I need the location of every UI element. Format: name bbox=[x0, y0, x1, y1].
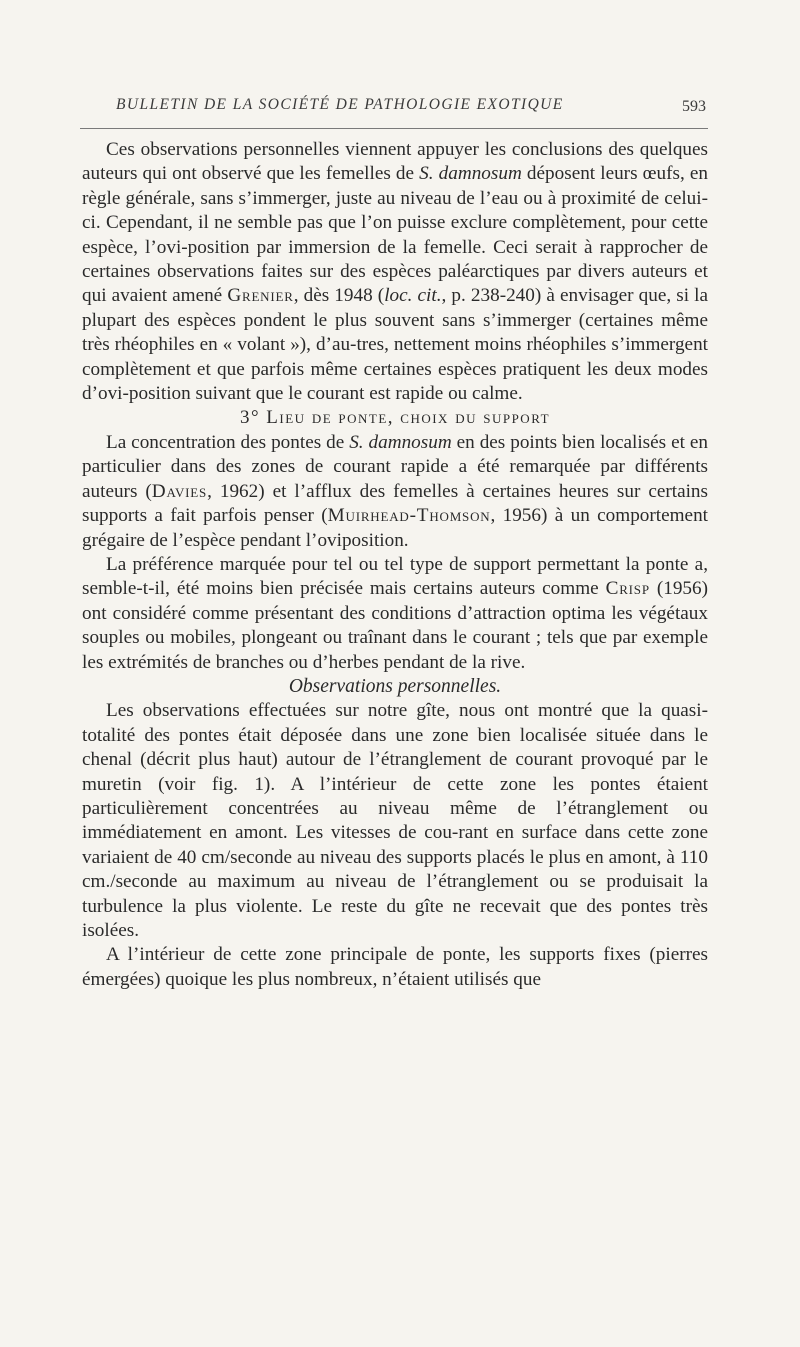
body-text bbox=[82, 138, 708, 992]
loc-cit: loc. cit. bbox=[384, 285, 442, 307]
p3-text-b: (1956) ont considéré comme présentant des conditions d’attraction optima les végétaux souples ou mobiles, plongeant ou traînant dans le courant ; tels que par exemple les extrémités de branches ou d’herbes pendant de la rive. bbox=[82, 578, 709, 673]
section-heading: 3° Lieu de ponte, choix du support bbox=[239, 407, 551, 429]
subheading: Observations personnelles. bbox=[288, 675, 502, 697]
p2-text-a: La concentration des pontes de bbox=[106, 431, 350, 453]
author-citation: Grenier bbox=[227, 285, 294, 307]
p1-text-d: , p. 238-240) à envisager que, si la plupart des espèces pondent le plus souvent sans s’immerger (certaines même très rhéophiles en « volant »), d’au-tres, nettement moins rhéophiles s’immergent complètement et que parfois même certaines espèces pratiquent les deux modes d’ovi-position suivant que le courant est rapide ou calme. bbox=[82, 285, 708, 405]
p1-text-c: , dès 1948 ( bbox=[293, 285, 385, 307]
p2-text-b: en des points bien localisés et en particulier dans des zones de courant rapide a été remarquée par différents auteurs ( bbox=[82, 431, 708, 502]
species-name: S. damnosum bbox=[349, 431, 452, 453]
paragraph-1 bbox=[82, 138, 708, 406]
species-name: S. damnosum bbox=[419, 163, 522, 185]
author-citation: Crisp bbox=[605, 578, 650, 600]
page-number: 593 bbox=[682, 98, 706, 115]
author-citation: Davies bbox=[151, 480, 208, 502]
paragraph-5: A l’intérieur de cette zone principale de ponte, les supports fixes (pierres émergées) quoique les plus nombreux, n’étaient utilisés que bbox=[82, 944, 708, 990]
paragraph-3 bbox=[82, 553, 708, 675]
p2-text-d: , 1956) à un comportement grégaire de l’espèce pendant l’oviposition. bbox=[82, 505, 708, 551]
p3-text-a: La préférence marquée pour tel ou tel type de support permettant la ponte a, semble-t-il, été moins bien précisée mais certains auteurs comme bbox=[82, 553, 708, 600]
p2-text-c: , 1962) et l’afflux des femelles à certaines heures sur certains supports a fait parfois penser ( bbox=[82, 480, 708, 527]
p1-text-b: déposent leurs œufs, en règle générale, sans s’immerger, juste au niveau de l’eau ou à proximité de celui-ci. Cependant, il ne semble pas que l’on puisse exclure complètement, pour cette espèce, l’ovi-position par immersion de la femelle. Ceci serait à rapprocher de certaines observations faites sur des espèces paléarctiques par divers auteurs et qui avaient amené bbox=[82, 163, 708, 307]
author-citation: Muirhead-Thomson bbox=[327, 505, 491, 527]
running-header bbox=[80, 92, 708, 129]
paragraph-4: Les observations effectuées sur notre gîte, nous ont montré que la quasi-totalité des pontes était déposée dans une zone bien localisée située dans le chenal (décrit plus haut) autour de l’étranglement de courant provoqué par le muretin (voir fig. 1). A l’intérieur de cette zone les pontes étaient particulièrement concentrées au niveau même de l’étranglement ou immédiatement en amont. Les vitesses de cou-rant en surface dans cette zone variaient de 40 cm/seconde au niveau des supports placés le plus en amont, à 110 cm./seconde au maximum au niveau de l’étranglement ou se produisait la turbulence la plus violente. Le reste du gîte ne recevait que des pontes très isolées. bbox=[82, 700, 708, 941]
running-title: BULLETIN DE LA SOCIÉTÉ DE PATHOLOGIE EXOTIQUE bbox=[116, 96, 564, 113]
paragraph-2 bbox=[82, 431, 708, 553]
p1-text-a: Ces observations personnelles viennent appuyer les conclusions des quelques auteurs qui ont observé que les femelles de bbox=[82, 139, 708, 185]
